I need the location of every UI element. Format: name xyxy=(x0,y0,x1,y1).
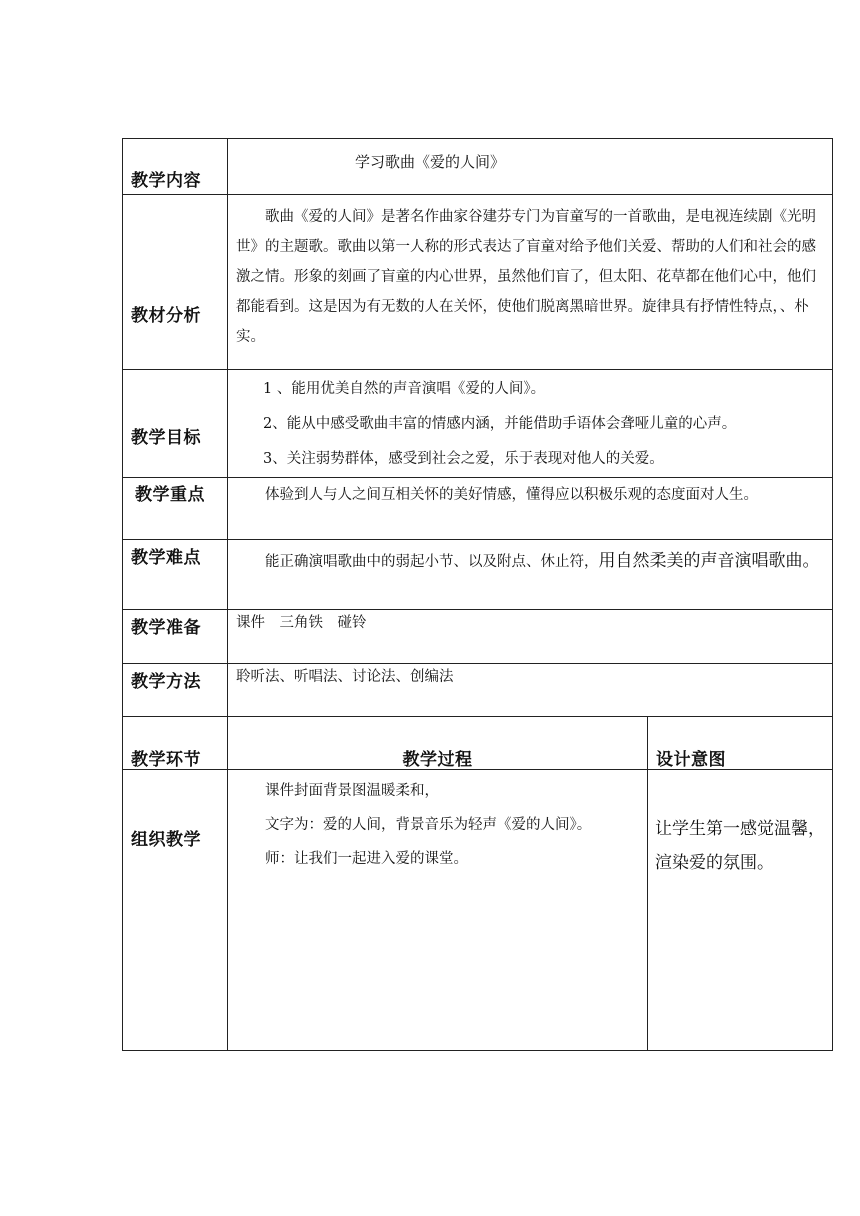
method-text: 聆听法、听唱法、讨论法、创编法 xyxy=(236,669,454,685)
row-divider xyxy=(122,609,833,610)
row-divider xyxy=(122,539,833,540)
goal-item-1: 1 、能用优美自然的声音演唱《爱的人间》。 xyxy=(263,381,546,397)
difficulty-text-cell xyxy=(236,546,828,577)
process-line-1: 课件封面背景图温暖柔和， xyxy=(265,783,439,799)
process-line-3: 师：让我们一起进入爱的课堂。 xyxy=(265,851,468,867)
label-organize: 组织教学 xyxy=(131,830,201,850)
row-divider xyxy=(122,194,833,195)
content-value: 学习歌曲《爱的人间》 xyxy=(354,153,505,171)
column-divider xyxy=(227,138,228,1051)
table-border-top xyxy=(122,138,833,139)
focus-text: 体验到人与人之间互相关怀的美好情感，懂得应以积极乐观的态度面对人生。 xyxy=(265,487,758,503)
label-prep: 教学准备 xyxy=(131,618,201,638)
goal-item-2: 2、能从中感受歌曲丰富的情感内涵，并能借助手语体会聋哑儿童的心声。 xyxy=(263,416,737,432)
row-divider xyxy=(122,369,833,370)
table-border-left xyxy=(122,138,123,1051)
header-stage: 教学环节 xyxy=(131,750,201,770)
label-focus: 教学重点 xyxy=(135,485,205,505)
header-process: 教学过程 xyxy=(402,750,473,770)
intent-text: 让学生第一感觉温馨，渲染爱的氛围。 xyxy=(655,819,825,873)
label-difficulty: 教学难点 xyxy=(131,548,201,568)
table-border-right xyxy=(832,138,833,1051)
goal-item-3: 3、关注弱势群体，感受到社会之爱，乐于表现对他人的关爱。 xyxy=(263,451,664,467)
difficulty-text-a: 能正确演唱歌曲中的弱起小节、以及附点、休止符， xyxy=(265,554,599,570)
table-border-bottom xyxy=(122,1050,833,1051)
label-method: 教学方法 xyxy=(131,672,201,692)
row-divider xyxy=(122,663,833,664)
process-cell xyxy=(236,776,634,874)
row-divider xyxy=(122,477,833,478)
label-analysis: 教材分析 xyxy=(131,306,201,326)
focus-text-cell xyxy=(236,480,828,510)
difficulty-text xyxy=(236,546,828,577)
process-line-2: 文字为：爱的人间，背景音乐为轻声《爱的人间》。 xyxy=(265,817,592,833)
column-divider xyxy=(647,716,648,1051)
row-divider xyxy=(122,716,833,717)
label-content: 教学内容 xyxy=(131,171,201,191)
analysis-text: 歌曲《爱的人间》是著名作曲家谷建芬专门为盲童写的一首歌曲，是电视连续剧《光明世》的主题歌。歌曲以第一人称的形式表达了盲童对给予他们关爱、帮助的人们和社会的感激之情。形象的刻画了盲童的内心世界，虽然他们盲了，但太阳、花草都在他们心中，他们都能看到。这是因为有无数的人在关怀，使他们脱离黑暗世界。旋律具有抒情性特点，、朴实。 xyxy=(236,209,816,345)
label-goals: 教学目标 xyxy=(131,428,201,448)
prep-text: 课件 三角铁 碰铃 xyxy=(236,615,367,631)
header-intent: 设计意图 xyxy=(656,750,726,770)
difficulty-text-b: 用自然柔美的声音演唱歌曲。 xyxy=(598,551,820,571)
analysis-text-cell xyxy=(236,202,828,352)
